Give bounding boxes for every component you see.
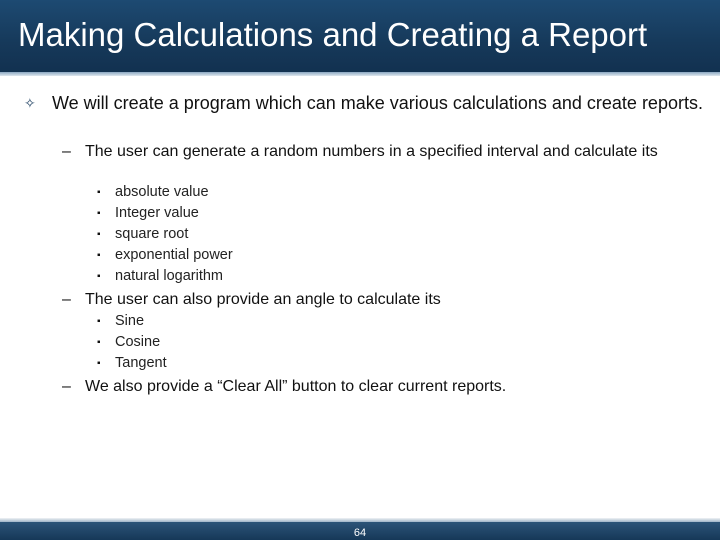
list-item: Integer value <box>115 205 199 221</box>
list-item: absolute value <box>115 184 209 200</box>
list-item: Sine <box>115 313 145 329</box>
dash-bullet: – <box>62 291 71 308</box>
square-bullet-icon: ▪ <box>97 187 101 198</box>
footer-bar <box>0 522 720 540</box>
square-bullet-icon: ▪ <box>97 229 101 240</box>
list-item: natural logarithm <box>115 268 223 284</box>
page-number: 64 <box>353 527 367 539</box>
square-bullet-icon: ▪ <box>97 208 101 219</box>
list-item: exponential power <box>115 247 233 263</box>
sub-point-1: The user can generate a random numbers in a specified interval and calculate its <box>85 143 658 160</box>
dash-bullet: – <box>62 378 71 395</box>
main-point: We will create a program which can make various calculations and create reports. <box>52 93 703 113</box>
square-bullet-icon: ▪ <box>97 358 101 369</box>
square-bullet-icon: ▪ <box>97 316 101 327</box>
sub-point-3: We also provide a “Clear All” button to clear current reports. <box>85 378 507 395</box>
square-bullet-icon: ▪ <box>97 250 101 261</box>
list-item: square root <box>115 226 189 242</box>
dash-bullet: – <box>62 143 71 160</box>
diamond-bullet-icon: ✧ <box>24 95 36 111</box>
slide-title: Making Calculations and Creating a Report <box>18 16 648 53</box>
list-item: Tangent <box>115 355 167 371</box>
list-item: Cosine <box>115 334 161 350</box>
sub-point-2: The user can also provide an angle to calculate its <box>85 291 441 308</box>
title-bar <box>0 0 720 72</box>
square-bullet-icon: ▪ <box>97 337 101 348</box>
square-bullet-icon: ▪ <box>97 271 101 282</box>
